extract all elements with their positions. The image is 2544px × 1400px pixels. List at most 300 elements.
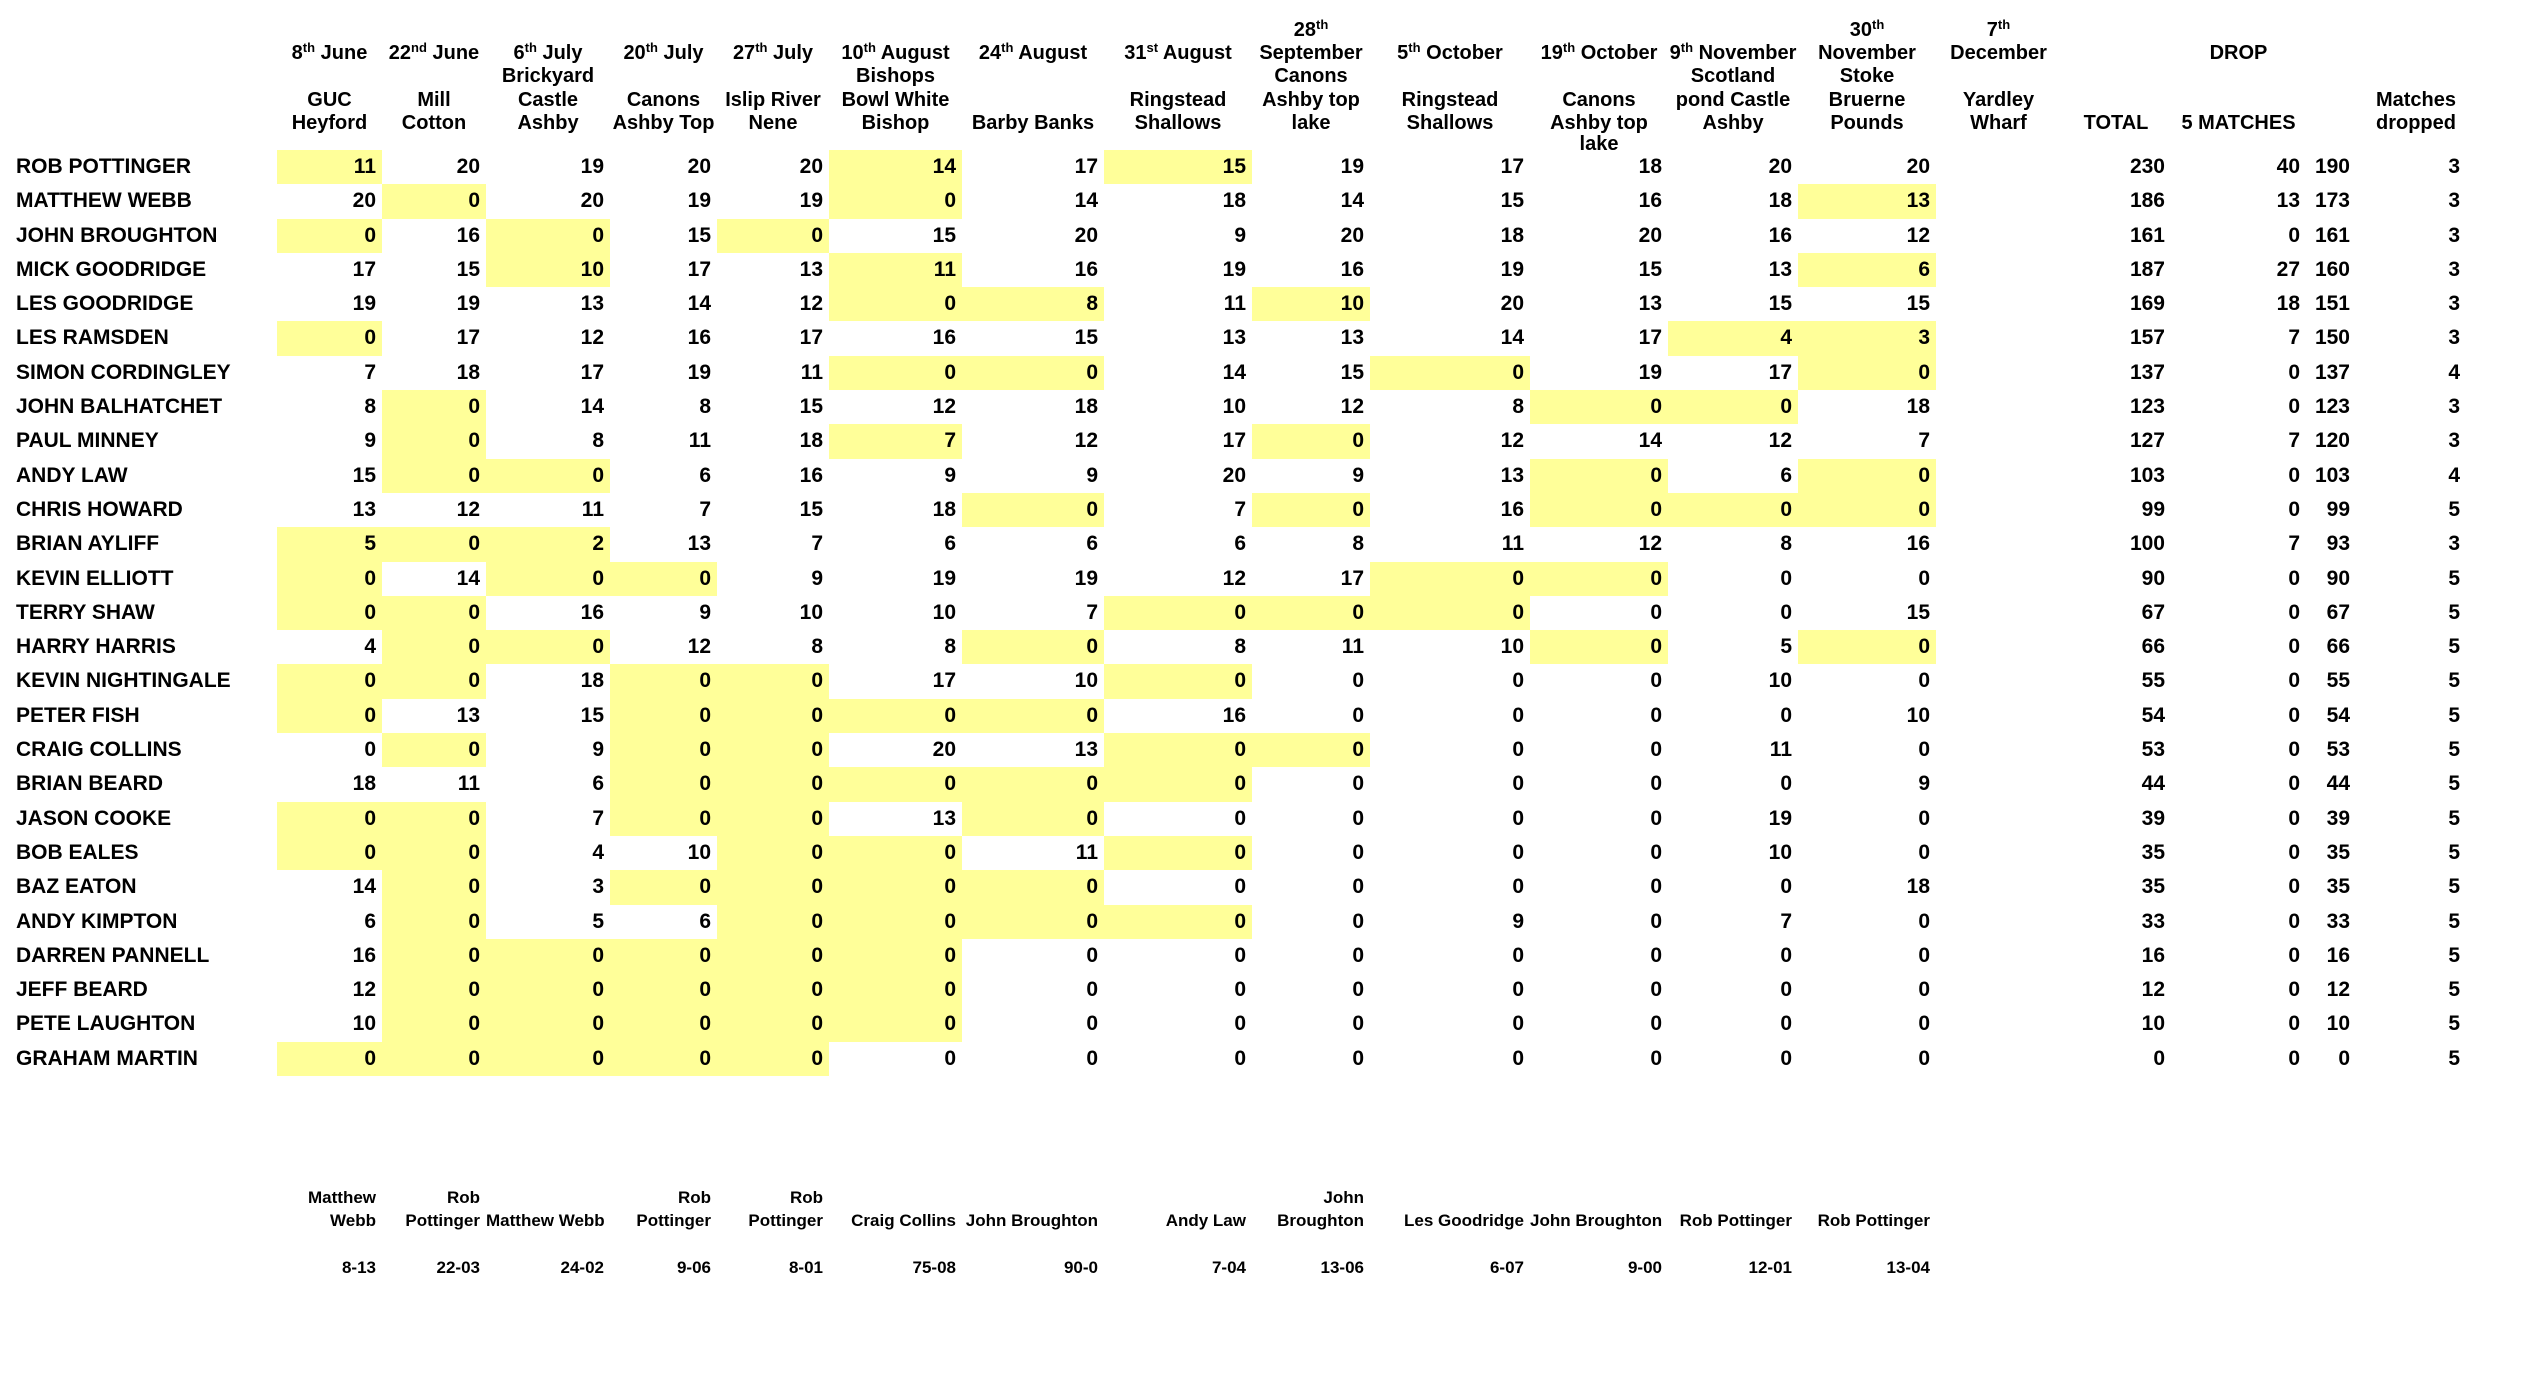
score-cell bbox=[1936, 527, 2061, 561]
matches-dropped-cell: 3 bbox=[2448, 532, 2460, 556]
match-winner-name bbox=[1798, 1186, 1936, 1209]
score-cell: 20 bbox=[932, 738, 956, 762]
date-day: 19 bbox=[1540, 42, 1563, 64]
header-line bbox=[2344, 20, 2488, 41]
match-winner bbox=[1530, 1186, 1668, 1232]
score-cell: 17 bbox=[799, 326, 823, 350]
player-name: JASON COOKE bbox=[16, 806, 172, 830]
score-cell: 0 bbox=[382, 836, 486, 870]
score-cell: 10 bbox=[1074, 669, 1098, 693]
score-cell: 0 bbox=[610, 870, 717, 904]
score-cell: 0 bbox=[277, 802, 382, 836]
total-after-drop-cell: 35 bbox=[2326, 875, 2350, 899]
date-month: July bbox=[536, 42, 583, 64]
score-cell: 0 bbox=[1530, 493, 1668, 527]
score-cell: 14 bbox=[1222, 360, 1246, 384]
score-cell: 16 bbox=[1340, 257, 1364, 281]
score-cell: 9 bbox=[699, 600, 711, 624]
score-cell: 14 bbox=[1074, 189, 1098, 213]
match-winner bbox=[1798, 1186, 1936, 1232]
score-cell: 19 bbox=[580, 155, 604, 178]
drop-5-matches-cell: 0 bbox=[2288, 978, 2300, 1002]
score-cell: 0 bbox=[486, 562, 610, 596]
score-cell: 0 bbox=[717, 767, 829, 801]
header-line: Ashby top bbox=[1262, 89, 1360, 111]
score-cell: 15 bbox=[456, 257, 480, 281]
score-cell: 18 bbox=[1768, 189, 1792, 213]
match-header-7-december bbox=[1936, 0, 2061, 150]
match-winner-weight: 75-08 bbox=[912, 1258, 956, 1278]
date-day: 7 bbox=[1986, 19, 1998, 41]
score-cell: 12 bbox=[352, 978, 376, 1002]
date-ordinal: th bbox=[1871, 17, 1885, 32]
header-line: Mill bbox=[417, 89, 451, 111]
score-cell: 0 bbox=[1234, 978, 1246, 1002]
drop-5-matches-cell: 0 bbox=[2288, 1012, 2300, 1036]
score-cell: 0 bbox=[1668, 493, 1798, 527]
score-cell: 0 bbox=[382, 596, 486, 630]
matches-dropped-cell: 5 bbox=[2448, 1012, 2460, 1036]
total-after-drop-cell: 10 bbox=[2326, 1012, 2350, 1036]
score-cell: 0 bbox=[486, 973, 610, 1007]
score-cell bbox=[1936, 459, 2061, 493]
score-cell: 19 bbox=[1222, 257, 1246, 281]
total-column bbox=[2061, 0, 2171, 1076]
match-header-10-august bbox=[829, 0, 962, 150]
total-after-drop-cell: 150 bbox=[2314, 326, 2350, 350]
score-cell: 0 bbox=[610, 733, 717, 767]
total-after-drop-cell: 99 bbox=[2326, 497, 2350, 521]
header-line: Ashby bbox=[517, 112, 579, 134]
score-cell: 0 bbox=[962, 630, 1104, 664]
total-after-drop-cell: 39 bbox=[2326, 806, 2350, 830]
total-after-drop-cell: 53 bbox=[2326, 738, 2350, 762]
score-cell: 0 bbox=[486, 1042, 610, 1076]
score-cell: 2 bbox=[486, 527, 610, 561]
score-cell: 18 bbox=[1638, 155, 1662, 178]
date-ordinal: th bbox=[1001, 40, 1014, 55]
total-after-drop-cell: 103 bbox=[2314, 463, 2350, 487]
drop-5-matches-cell: 0 bbox=[2288, 943, 2300, 967]
drop-5-matches-cell: 0 bbox=[2288, 395, 2300, 419]
header-line: Shallows bbox=[1406, 112, 1494, 134]
score-cell: 0 bbox=[1352, 703, 1364, 727]
header-line: Barby Banks bbox=[971, 112, 1095, 134]
score-cell: 14 bbox=[1340, 189, 1364, 213]
player-name: LES GOODRIDGE bbox=[16, 292, 194, 316]
score-cell: 11 bbox=[277, 150, 382, 184]
score-cell: 15 bbox=[1906, 600, 1930, 624]
total-after-drop-cell: 16 bbox=[2326, 943, 2350, 967]
score-cell: 13 bbox=[580, 292, 604, 316]
header-line: Canons bbox=[626, 89, 701, 111]
score-cell: 17 bbox=[1638, 326, 1662, 350]
match-winner bbox=[962, 1186, 1104, 1232]
header-line: September bbox=[1259, 42, 1363, 64]
score-cell: 8 bbox=[1512, 395, 1524, 419]
date-month: July bbox=[767, 42, 814, 64]
score-cell: 0 bbox=[382, 390, 486, 424]
drop-5-matches-cell: 0 bbox=[2288, 840, 2300, 864]
score-cell: 3 bbox=[592, 875, 604, 899]
score-cell: 12 bbox=[580, 326, 604, 350]
score-cell: 0 bbox=[1352, 875, 1364, 899]
match-winner-name: Webb bbox=[330, 1211, 376, 1231]
matches-dropped-cell: 5 bbox=[2448, 566, 2460, 590]
total-after-drop-cell: 66 bbox=[2326, 635, 2350, 659]
header-line: Islip River bbox=[725, 89, 821, 111]
score-cell: 15 bbox=[580, 703, 604, 727]
total-cell: 33 bbox=[2141, 909, 2165, 933]
total-cell: 0 bbox=[2153, 1046, 2165, 1070]
header-line: November bbox=[1818, 42, 1916, 64]
match-winner-weight: 22-03 bbox=[436, 1258, 480, 1278]
score-cell: 15 bbox=[799, 497, 823, 521]
score-cell: 0 bbox=[1512, 875, 1524, 899]
score-cell: 10 bbox=[932, 600, 956, 624]
score-cell bbox=[1936, 767, 2061, 801]
player-name: PAUL MINNEY bbox=[16, 429, 159, 453]
match-header-total bbox=[2061, 0, 2171, 150]
score-cell: 10 bbox=[687, 840, 711, 864]
drop-5-matches-column bbox=[2171, 0, 2306, 1076]
score-cell: 0 bbox=[829, 870, 962, 904]
score-cell: 0 bbox=[1370, 596, 1530, 630]
score-cell: 20 bbox=[1638, 223, 1662, 247]
score-cell: 15 bbox=[1638, 257, 1662, 281]
score-cell: 16 bbox=[687, 326, 711, 350]
score-cell: 5 bbox=[277, 527, 382, 561]
score-cell: 17 bbox=[687, 257, 711, 281]
score-cell: 0 bbox=[382, 905, 486, 939]
header-line: lake bbox=[1579, 133, 1619, 155]
match-column-5-october bbox=[1370, 0, 1530, 1279]
score-cell: 0 bbox=[829, 905, 962, 939]
player-name: BRIAN BEARD bbox=[16, 772, 163, 796]
header-line bbox=[1092, 66, 1264, 87]
header-line: DROP bbox=[2209, 42, 2268, 64]
player-name: ANDY KIMPTON bbox=[16, 909, 178, 933]
player-name: DARREN PANNELL bbox=[16, 943, 210, 967]
score-cell: 0 bbox=[717, 699, 829, 733]
score-cell: 16 bbox=[1222, 703, 1246, 727]
matches-dropped-cell: 5 bbox=[2448, 806, 2460, 830]
score-cell: 0 bbox=[1918, 1012, 1930, 1036]
score-cell: 0 bbox=[382, 973, 486, 1007]
score-cell: 9 bbox=[811, 566, 823, 590]
score-cell: 0 bbox=[1650, 840, 1662, 864]
score-cell: 20 bbox=[456, 155, 480, 178]
date-day: 27 bbox=[732, 42, 756, 64]
score-cell: 9 bbox=[1352, 463, 1364, 487]
score-cell: 6 bbox=[1234, 532, 1246, 556]
score-cell: 0 bbox=[1650, 909, 1662, 933]
score-cell bbox=[1936, 939, 2061, 973]
player-name: ROB POTTINGER bbox=[16, 155, 192, 178]
match-column-20-july bbox=[610, 0, 717, 1279]
date-ordinal: nd bbox=[411, 40, 427, 55]
matches-dropped-cell: 5 bbox=[2448, 635, 2460, 659]
score-cell: 18 bbox=[456, 360, 480, 384]
score-cell: 17 bbox=[1340, 566, 1364, 590]
drop-5-matches-cell: 0 bbox=[2288, 600, 2300, 624]
score-cell: 11 bbox=[800, 360, 823, 384]
score-cell: 18 bbox=[580, 669, 604, 693]
score-cell: 0 bbox=[962, 767, 1104, 801]
matches-dropped-cell: 5 bbox=[2448, 703, 2460, 727]
date-month: July bbox=[657, 42, 704, 64]
score-cell: 0 bbox=[1918, 669, 1930, 693]
score-cell: 0 bbox=[1234, 806, 1246, 830]
score-cell: 15 bbox=[932, 223, 956, 247]
player-name: GRAHAM MARTIN bbox=[16, 1046, 198, 1070]
match-winner-name: Les Goodridge bbox=[1404, 1211, 1524, 1231]
score-cell: 0 bbox=[382, 459, 486, 493]
header-line: pond Castle bbox=[1675, 89, 1791, 111]
score-cell: 14 bbox=[1500, 326, 1524, 350]
drop-5-matches-cell: 0 bbox=[2288, 360, 2300, 384]
score-cell: 0 bbox=[486, 630, 610, 664]
score-cell: 0 bbox=[1252, 596, 1370, 630]
header-line: Ashby Top bbox=[612, 112, 715, 134]
score-cell: 0 bbox=[829, 699, 962, 733]
score-cell bbox=[1936, 870, 2061, 904]
score-cell: 11 bbox=[1223, 292, 1246, 316]
score-cell: 13 bbox=[1222, 326, 1246, 350]
score-cell: 0 bbox=[1650, 600, 1662, 624]
matches-dropped-cell: 5 bbox=[2448, 875, 2460, 899]
score-cell: 0 bbox=[1104, 733, 1252, 767]
matches-dropped-cell: 5 bbox=[2448, 600, 2460, 624]
score-cell bbox=[1936, 1042, 2061, 1076]
score-cell: 0 bbox=[717, 664, 829, 698]
player-name: PETE LAUGHTON bbox=[16, 1012, 196, 1036]
drop-5-matches-cell: 0 bbox=[2288, 223, 2300, 247]
date-month: November bbox=[1693, 42, 1797, 64]
score-cell: 0 bbox=[962, 356, 1104, 390]
matches-dropped-cell: 5 bbox=[2448, 669, 2460, 693]
score-cell: 13 bbox=[1798, 184, 1936, 218]
score-cell: 7 bbox=[829, 424, 962, 458]
total-after-drop-cell: 173 bbox=[2314, 189, 2350, 213]
player-name: HARRY HARRIS bbox=[16, 635, 176, 659]
header-line bbox=[1358, 20, 1542, 41]
matches-dropped-cell: 3 bbox=[2448, 292, 2460, 316]
score-cell: 15 bbox=[352, 463, 376, 487]
score-cell: 0 bbox=[1086, 1046, 1098, 1070]
score-cell: 0 bbox=[610, 1042, 717, 1076]
total-cell: 66 bbox=[2141, 635, 2165, 659]
score-cell: 6 bbox=[364, 909, 376, 933]
score-cell: 12 bbox=[1340, 395, 1364, 419]
header-line: Brickyard bbox=[501, 65, 595, 87]
matches-dropped-cell: 5 bbox=[2448, 738, 2460, 762]
matches-dropped-cell: 3 bbox=[2448, 257, 2460, 281]
score-cell: 0 bbox=[277, 562, 382, 596]
header-line: Stoke bbox=[1839, 65, 1895, 87]
score-cell: 14 bbox=[580, 395, 604, 419]
total-cell: 90 bbox=[2141, 566, 2165, 590]
player-name: JOHN BALHATCHET bbox=[16, 395, 223, 419]
score-cell: 0 bbox=[1234, 1012, 1246, 1036]
drop-5-matches-cell: 0 bbox=[2288, 875, 2300, 899]
header-line: Bishop bbox=[861, 112, 930, 134]
total-cell: 55 bbox=[2141, 669, 2165, 693]
score-cell: 19 bbox=[687, 360, 711, 384]
match-column-19-october bbox=[1530, 0, 1668, 1279]
score-cell: 8 bbox=[1352, 532, 1364, 556]
total-cell: 35 bbox=[2141, 840, 2165, 864]
score-cell: 0 bbox=[1086, 1012, 1098, 1036]
score-cell: 6 bbox=[699, 463, 711, 487]
match-column-24-august bbox=[962, 0, 1104, 1279]
matches-dropped-cell: 4 bbox=[2448, 360, 2460, 384]
score-cell: 8 bbox=[364, 395, 376, 419]
match-winner-weight: 8-01 bbox=[788, 1258, 823, 1278]
header-line: Heyford bbox=[291, 112, 368, 134]
date-day: 8 bbox=[291, 42, 303, 64]
score-cell: 12 bbox=[1906, 223, 1930, 247]
match-winner bbox=[1668, 1186, 1798, 1232]
score-cell: 0 bbox=[1650, 1046, 1662, 1070]
total-cell: 161 bbox=[2129, 223, 2165, 247]
score-cell: 16 bbox=[1074, 257, 1098, 281]
score-cell: 8 bbox=[1780, 532, 1792, 556]
match-header-drop-5-matches bbox=[2171, 0, 2306, 150]
header-line bbox=[1358, 66, 1542, 87]
score-cell: 0 bbox=[962, 493, 1104, 527]
score-cell: 15 bbox=[1340, 360, 1364, 384]
score-cell bbox=[1936, 253, 2061, 287]
matches-dropped-cell: 3 bbox=[2448, 223, 2460, 247]
score-cell bbox=[1936, 321, 2061, 355]
score-cell: 11 bbox=[829, 253, 962, 287]
score-cell bbox=[1936, 664, 2061, 698]
header-line: Scotland bbox=[1690, 65, 1776, 87]
score-cell: 19 bbox=[352, 292, 376, 316]
score-cell: 0 bbox=[1798, 356, 1936, 390]
match-winner bbox=[610, 1186, 717, 1232]
score-cell: 0 bbox=[829, 973, 962, 1007]
header-line: December bbox=[1950, 42, 2047, 64]
match-header-22-june bbox=[382, 0, 486, 150]
score-cell bbox=[1936, 424, 2061, 458]
score-cell bbox=[1936, 184, 2061, 218]
total-after-drop-cell: 90 bbox=[2326, 566, 2350, 590]
score-cell: 14 bbox=[687, 292, 711, 316]
score-cell: 6 bbox=[1086, 532, 1098, 556]
score-cell: 0 bbox=[1650, 978, 1662, 1002]
score-cell: 0 bbox=[829, 287, 962, 321]
score-cell: 18 bbox=[1500, 223, 1524, 247]
drop-5-matches-cell: 0 bbox=[2288, 909, 2300, 933]
score-cell: 20 bbox=[799, 155, 823, 178]
match-winner-weight: 12-01 bbox=[1748, 1258, 1792, 1278]
match-header-30-november bbox=[1798, 0, 1936, 150]
score-cell: 5 bbox=[1780, 635, 1792, 659]
header-line: Ringstead bbox=[1401, 89, 1499, 111]
score-cell: 17 bbox=[352, 257, 376, 281]
score-cell: 19 bbox=[1638, 360, 1662, 384]
score-cell: 0 bbox=[1650, 703, 1662, 727]
player-name: JEFF BEARD bbox=[16, 978, 148, 1002]
score-cell: 9 bbox=[1086, 463, 1098, 487]
total-cell: 99 bbox=[2141, 497, 2165, 521]
score-cell: 0 bbox=[717, 733, 829, 767]
drop-5-matches-cell: 0 bbox=[2288, 635, 2300, 659]
score-cell: 10 bbox=[486, 253, 610, 287]
total-cell: 35 bbox=[2141, 875, 2165, 899]
score-cell: 17 bbox=[1500, 155, 1524, 178]
total-cell: 10 bbox=[2141, 1012, 2165, 1036]
match-winner bbox=[829, 1186, 962, 1232]
total-cell: 169 bbox=[2129, 292, 2165, 316]
score-cell: 15 bbox=[1768, 292, 1792, 316]
match-header-28-september bbox=[1252, 0, 1370, 150]
score-cell: 0 bbox=[1780, 1046, 1792, 1070]
score-cell: 18 bbox=[1222, 189, 1246, 213]
date-ordinal: th bbox=[1562, 40, 1576, 55]
date-ordinal: th bbox=[1680, 40, 1694, 55]
match-column-7-december bbox=[1936, 0, 2061, 1076]
match-winner-weight: 90-0 bbox=[1063, 1258, 1098, 1278]
date-month: August bbox=[1158, 42, 1232, 64]
score-cell: 0 bbox=[1352, 909, 1364, 933]
score-cell: 14 bbox=[1638, 429, 1662, 453]
score-cell bbox=[1936, 219, 2061, 253]
match-winner-name: Broughton bbox=[1277, 1211, 1364, 1231]
date-ordinal: th bbox=[524, 40, 537, 55]
total-after-drop-cell: 123 bbox=[2314, 395, 2350, 419]
match-winner-name: John bbox=[1323, 1188, 1364, 1208]
score-cell: 7 bbox=[699, 497, 711, 521]
match-winner-weight: 13-06 bbox=[1320, 1258, 1364, 1278]
score-cell: 0 bbox=[1512, 738, 1524, 762]
total-after-drop-cell: 54 bbox=[2326, 703, 2350, 727]
header-line bbox=[2344, 43, 2488, 64]
score-cell: 0 bbox=[1352, 978, 1364, 1002]
score-cell: 8 bbox=[699, 395, 711, 419]
header-line bbox=[1092, 40, 1264, 64]
score-cell: 0 bbox=[1352, 772, 1364, 796]
total-cell: 44 bbox=[2141, 772, 2165, 796]
score-cell: 0 bbox=[1918, 566, 1930, 590]
match-winner-name: Rob bbox=[789, 1188, 823, 1208]
total-cell: 67 bbox=[2141, 600, 2165, 624]
score-cell bbox=[1936, 836, 2061, 870]
score-cell: 0 bbox=[1798, 493, 1936, 527]
score-cell: 0 bbox=[717, 870, 829, 904]
score-cell bbox=[1936, 802, 2061, 836]
score-cell: 0 bbox=[717, 939, 829, 973]
score-cell: 0 bbox=[1352, 1012, 1364, 1036]
drop-5-matches-cell: 7 bbox=[2288, 326, 2300, 350]
header-line: 5 MATCHES bbox=[2181, 112, 2296, 134]
date-day: 6 bbox=[513, 42, 525, 64]
player-name: SIMON CORDINGLEY bbox=[16, 360, 231, 384]
score-cell: 16 bbox=[932, 326, 956, 350]
score-cell: 10 bbox=[1500, 635, 1524, 659]
match-column-10-august bbox=[829, 0, 962, 1279]
drop-5-matches-cell: 0 bbox=[2288, 703, 2300, 727]
score-cell: 0 bbox=[1918, 1046, 1930, 1070]
total-after-drop-cell: 93 bbox=[2326, 532, 2350, 556]
score-cell: 0 bbox=[277, 699, 382, 733]
total-after-drop-cell: 161 bbox=[2314, 223, 2350, 247]
score-cell: 12 bbox=[1222, 566, 1246, 590]
score-cell: 7 bbox=[1234, 497, 1246, 521]
score-cell: 0 bbox=[382, 870, 486, 904]
